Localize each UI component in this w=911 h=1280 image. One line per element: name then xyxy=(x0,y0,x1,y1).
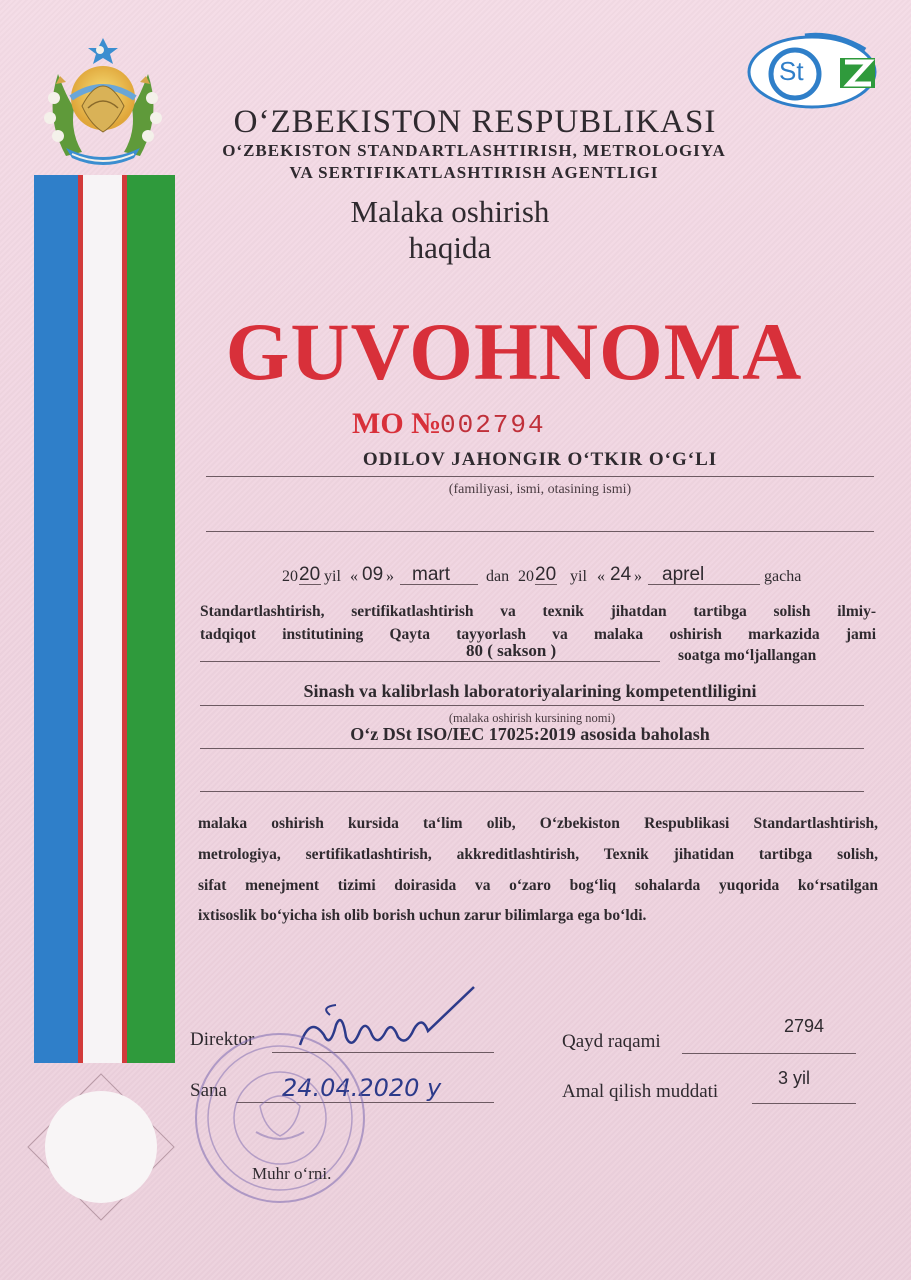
blank-line xyxy=(206,531,874,532)
course-underline xyxy=(200,705,864,706)
validity-label: Amal qilish muddati xyxy=(562,1081,719,1102)
institution-line2: tadqiqot institutining Qayta tayyorlash va malaka oshirish markazida jami xyxy=(200,626,876,643)
date-label: Sana xyxy=(190,1080,227,1101)
course-hint: (malaka oshirish kursining nomi) xyxy=(448,711,616,725)
registration-number: 2794 xyxy=(784,1016,825,1036)
certificate-number: 002794 xyxy=(440,410,546,440)
to-year-prefix: 20 xyxy=(518,568,534,585)
to-yil-label: yil xyxy=(570,568,587,585)
registration-label: Qayd raqami xyxy=(562,1031,661,1052)
logo-text: St xyxy=(779,56,804,86)
agency-name-line1: O‘ZBEKISTON STANDARTLASHTIRISH, METROLOGIYA xyxy=(222,141,726,160)
from-month: mart xyxy=(412,564,450,585)
country-title: O‘ZBEKISTON RESPUBLIKASI xyxy=(233,104,717,140)
period-row: 20 20 yil « 09 » mart dan 20 20 yil « 24 » aprel gacha xyxy=(282,564,802,585)
from-year: 20 xyxy=(299,564,321,585)
registration-line xyxy=(682,1053,856,1054)
flag-stripe-white xyxy=(83,175,122,1063)
course-underline xyxy=(200,748,864,749)
validity-value: 3 yil xyxy=(778,1068,811,1088)
validity-line xyxy=(752,1103,856,1104)
course-name-line2: O‘z DSt ISO/IEC 17025:2019 asosida baholash xyxy=(350,724,710,744)
seal-label: Muhr o‘rni. xyxy=(252,1164,332,1183)
body-line3: sifat menejment tizimi doirasida va o‘zaro bog‘liq sohalarda yuqorida ko‘rsatilgan xyxy=(198,877,878,894)
blank-line xyxy=(200,791,864,792)
to-month: aprel xyxy=(662,564,705,585)
name-hint: (familiyasi, ismi, otasining ismi) xyxy=(448,482,632,497)
director-label: Direktor xyxy=(190,1029,255,1050)
to-day: 24 xyxy=(610,564,632,585)
certificate-title: GUVOHNOMA xyxy=(225,306,803,397)
state-emblem xyxy=(36,36,170,170)
photo-placeholder xyxy=(26,1072,176,1222)
hours-value: 80 ( sakson ) xyxy=(466,641,557,660)
agency-name-line2: VA SERTIFIKATLASHTIRISH AGENTLIGI xyxy=(289,163,659,182)
to-year: 20 xyxy=(535,564,557,585)
from-yil-label: yil xyxy=(324,568,341,585)
hours-suffix: soatga mo‘ljallangan xyxy=(678,647,817,664)
agency-logo xyxy=(745,30,880,110)
dan-label: dan xyxy=(486,568,510,585)
from-day: 09 xyxy=(362,564,384,585)
institution-line1: Standartlashtirish, sertifikatlashtirish va texnik jihatdan tartibga solish ilmiy- xyxy=(200,603,876,620)
subtitle-line2: haqida xyxy=(408,230,492,265)
certificate-series: MO № xyxy=(352,407,442,440)
hours-underline xyxy=(200,661,660,662)
name-underline xyxy=(206,476,874,477)
from-year-prefix: 20 xyxy=(282,568,298,585)
holder-name: ODILOV JAHONGIR O‘TKIR O‘G‘LI xyxy=(362,449,718,470)
subtitle-line1: Malaka oshirish xyxy=(350,194,550,229)
body-line1: malaka oshirish kursida ta‘lim olib, O‘zbekiston Respublikasi Standartlashtirish, xyxy=(198,815,878,832)
body-line2: metrologiya, sertifikatlashtirish, akkreditlashtirish, Texnik jihatidan tartibga solish, xyxy=(198,846,878,863)
flag-stripe-green xyxy=(127,175,175,1063)
flag-stripe-blue xyxy=(34,175,78,1063)
body-line4: ixtisoslik bo‘yicha ish olib borish uchun zarur bilimlarga ega bo‘ldi. xyxy=(198,907,647,924)
course-name-line1: Sinash va kalibrlash laboratoriyalarining kompetentliligini xyxy=(303,681,757,701)
gacha-label: gacha xyxy=(764,568,802,585)
date-value: 24.04.2020 y xyxy=(282,1074,442,1102)
